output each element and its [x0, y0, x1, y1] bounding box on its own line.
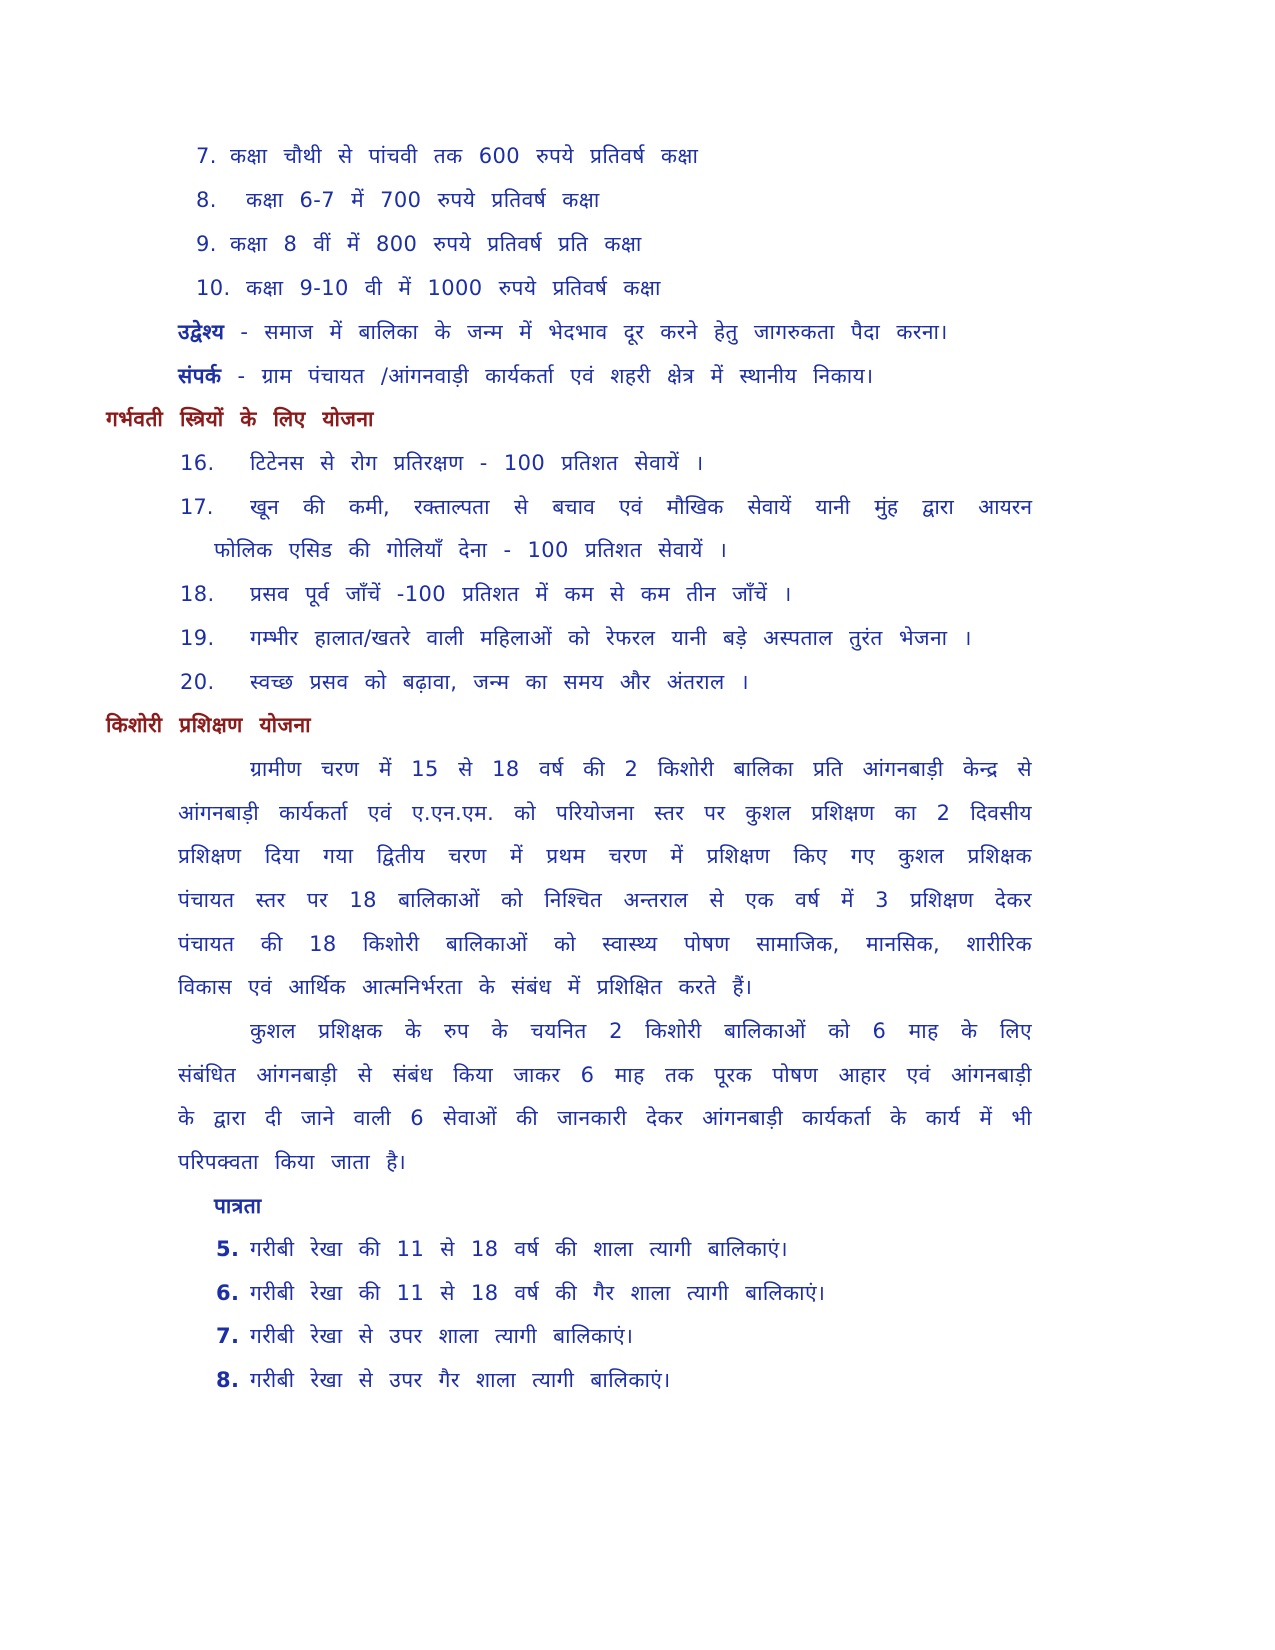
contact-line — [178, 361, 873, 391]
eligibility-heading: पात्रता — [214, 1194, 262, 1218]
paragraph-line: के द्वारा दी जाने वाली 6 सेवाओं की जानकारी देकर आंगनबाड़ी कार्यकर्ता के कार्य में भी — [178, 1106, 1032, 1130]
list-item — [180, 492, 1032, 522]
objective-text: - समाज में बालिका के जन्म में भेदभाव दूर करने हेतु जागरुकता पैदा करना। — [240, 320, 948, 344]
list-item — [216, 1234, 788, 1264]
item-number: 8. — [216, 1368, 240, 1392]
objective-label: उद्वेश्य — [178, 320, 225, 344]
list-item — [216, 1365, 671, 1395]
paragraph-line: आंगनबाड़ी कार्यकर्ता एवं ए.एन.एम. को परियोजना स्तर पर कुशल प्रशिक्षण का 2 दिवसीय — [178, 801, 1032, 825]
list-item — [216, 1321, 633, 1351]
section-heading-pregnant: गर्भवती स्त्रियों के लिए योजना — [106, 407, 374, 431]
item-text: प्रसव पूर्व जॉंचें -100 प्रतिशत में कम से कम तीन जॉंचें । — [250, 582, 792, 606]
paragraph-line: पंचायत की 18 किशोरी बालिकाओं को स्वास्थ्य पोषण सामाजिक, मानसिक, शारीरिक — [178, 932, 1032, 956]
paragraph-line: संबंधित आंगनबाड़ी से संबंध किया जाकर 6 माह तक पूरक पोषण आहार एवं आंगनबाड़ी — [178, 1063, 1032, 1087]
item-number: 18. — [180, 582, 215, 606]
paragraph-line: विकास एवं आर्थिक आत्मनिर्भरता के संबंध में प्रशिक्षित करते हैं। — [178, 975, 753, 999]
paragraph-line: पंचायत स्तर पर 18 बालिकाओं को निश्चित अन्तराल से एक वर्ष में 3 प्रशिक्षण देकर — [178, 888, 1032, 912]
list-item — [180, 579, 792, 609]
paragraph-line: परिपक्वता किया जाता है। — [178, 1150, 407, 1174]
list-item — [196, 185, 600, 215]
item-number: 9. — [196, 232, 217, 256]
list-item — [180, 448, 704, 478]
paragraph-line: ग्रामीण चरण में 15 से 18 वर्ष की 2 किशोरी बालिका प्रति आंगनबाड़ी केन्द्र से — [250, 757, 1032, 781]
paragraph-line: कुशल प्रशिक्षक के रुप के चयनित 2 किशोरी बालिकाओं को 6 माह के लिए — [250, 1019, 1032, 1043]
section-heading-kishori: किशोरी प्रशिक्षण योजना — [106, 713, 311, 737]
list-item-continuation: फोलिक एसिड की गोलियॉं देना - 100 प्रतिशत सेवायें । — [214, 538, 728, 562]
item-text: गरीबी रेखा की 11 से 18 वर्ष की गैर शाला त्यागी बालिकाएं। — [250, 1281, 826, 1305]
item-number: 17. — [180, 495, 214, 519]
item-number: 6. — [216, 1281, 240, 1305]
item-number: 20. — [180, 670, 215, 694]
item-text: कक्षा चौथी से पांचवी तक 600 रुपये प्रतिवर्ष कक्षा — [230, 144, 699, 168]
item-text: स्वच्छ प्रसव को बढ़ावा, जन्म का समय और अंतराल । — [250, 670, 750, 694]
list-item — [180, 667, 749, 697]
item-text: गरीबी रेखा की 11 से 18 वर्ष की शाला त्यागी बालिकाएं। — [250, 1237, 789, 1261]
list-item — [196, 229, 642, 259]
item-number: 19. — [180, 626, 215, 650]
item-text: खून की कमी, रक्ताल्पता से बचाव एवं मौखिक सेवायें यानी मुंह द्वारा आयरन — [250, 495, 1032, 519]
list-item — [216, 1278, 825, 1308]
contact-label: संपर्क — [178, 364, 222, 388]
objective-line — [178, 317, 948, 347]
item-number: 7. — [216, 1324, 240, 1348]
list-item — [196, 141, 698, 171]
item-text: कक्षा 6-7 में 700 रुपये प्रतिवर्ष कक्षा — [246, 188, 600, 212]
item-text: गम्भीर हालात/खतरे वाली महिलाओं को रेफरल यानी बड़े अस्पताल तुरंत भेजना । — [250, 626, 972, 650]
contact-text: - ग्राम पंचायत /आंगनवाड़ी कार्यकर्ता एवं शहरी क्षेत्र में स्थानीय निकाय। — [237, 364, 874, 388]
item-number: 16. — [180, 451, 215, 475]
item-number: 10. — [196, 276, 231, 300]
paragraph-line: प्रशिक्षण दिया गया द्वितीय चरण में प्रथम चरण में प्रशिक्षण किए गए कुशल प्रशिक्षक — [178, 844, 1032, 868]
list-item — [196, 273, 661, 303]
item-text: कक्षा 9-10 वी में 1000 रुपये प्रतिवर्ष कक्षा — [246, 276, 661, 300]
item-text: गरीबी रेखा से उपर गैर शाला त्यागी बालिकाएं। — [250, 1368, 671, 1392]
list-item — [180, 623, 972, 653]
item-text: गरीबी रेखा से उपर शाला त्यागी बालिकाएं। — [250, 1324, 634, 1348]
item-number: 8. — [196, 188, 217, 212]
item-text: कक्षा 8 वीं में 800 रुपये प्रतिवर्ष प्रति कक्षा — [230, 232, 642, 256]
item-number: 5. — [216, 1237, 240, 1261]
item-number: 7. — [196, 144, 217, 168]
item-text: टिटेनस से रोग प्रतिरक्षण - 100 प्रतिशत सेवायें । — [250, 451, 704, 475]
